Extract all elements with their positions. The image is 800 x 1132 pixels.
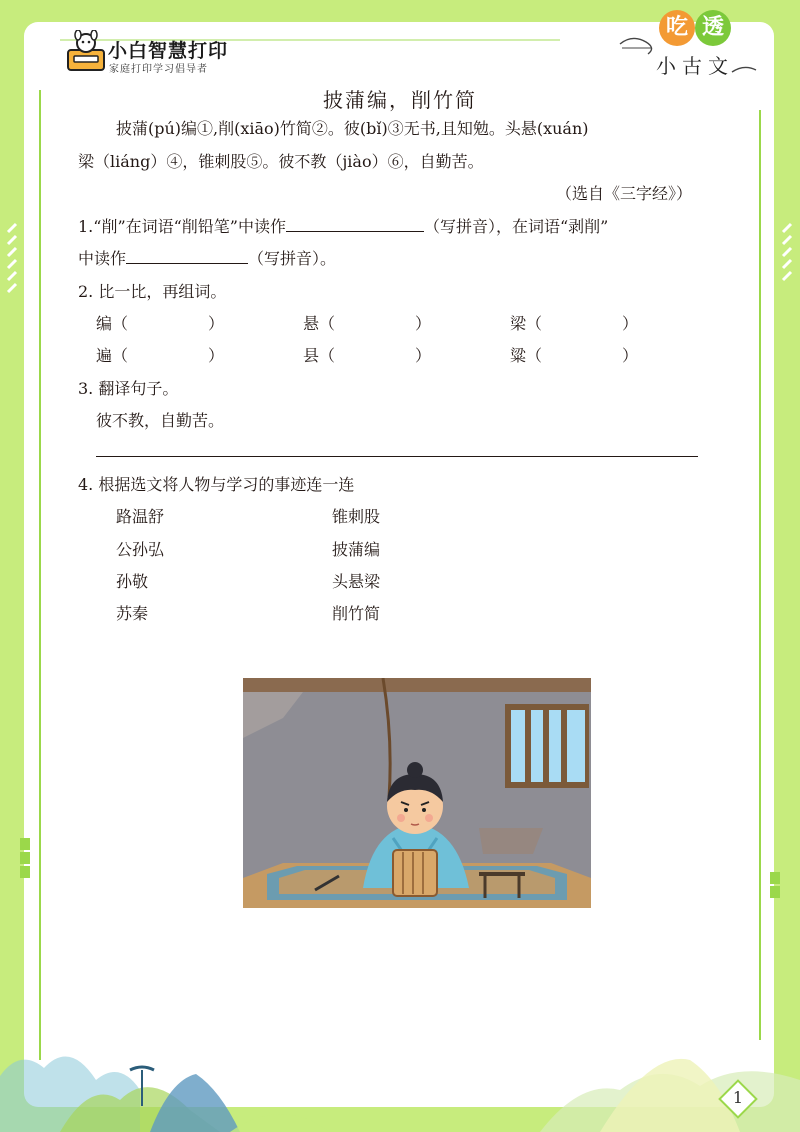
question-1-text-d: （写拼音）。 [248,249,337,268]
matching-person[interactable]: 孙敬 [116,572,149,591]
matching-person[interactable]: 公孙弘 [116,540,165,559]
question-1-text-c: 中读作 [78,249,127,268]
word-pair-item[interactable]: 梁（ ） [510,314,639,333]
word-pair-item[interactable]: 遍（ ） [96,346,225,365]
passage-line-2: 梁（liáng）④，锥刺股⑤。彼不教（jiào）⑥，自勤苦。 [78,152,484,171]
translation-answer-line[interactable] [96,456,698,457]
matching-deed[interactable]: 削竹简 [332,604,381,623]
word-pair-item[interactable]: 县（ ） [303,346,432,365]
question-1-text-a: 1.“削”在词语“削铅笔”中读作 [78,217,286,236]
series-subtitle: 小古文 [656,54,734,78]
brand-slogan: 家庭打印学习倡导者 [109,64,208,75]
word-pair-item[interactable]: 编（ ） [96,314,225,333]
question-3-sentence: 彼不教，自勤苦。 [96,411,225,430]
question-1-line-2 [78,246,336,269]
matching-deed[interactable]: 披蒲编 [332,540,381,559]
matching-person[interactable]: 路温舒 [116,507,165,526]
matching-person[interactable]: 苏秦 [116,604,149,623]
page-number: 1 [732,1088,744,1107]
question-1-line-1 [78,214,608,237]
series-title-char-2: 透 [695,10,731,46]
matching-deed[interactable]: 锥刺股 [332,507,381,526]
question-2-prompt: 2. 比一比，再组词。 [78,282,227,301]
question-1-text-b: （写拼音），在词语“剥削” [424,217,609,236]
page-title: 披蒲编，削竹简 [323,88,477,112]
brand-name: 小白智慧打印 [108,40,229,62]
question-3-prompt: 3. 翻译句子。 [78,379,179,398]
series-title-char-1: 吃 [659,10,695,46]
word-pair-item[interactable]: 粱（ ） [510,346,639,365]
passage-line-1: 披蒲(pú)编①,削(xiāo)竹简②。彼(bǐ)③无书,且知勉。头悬(xuán) [116,119,589,138]
matching-deed[interactable]: 头悬梁 [332,572,381,591]
question-4-prompt: 4. 根据选文将人物与学习的事迹连一连 [78,475,355,494]
story-illustration [243,678,591,908]
landscape-decoration [0,1020,800,1132]
word-pair-item[interactable]: 悬（ ） [303,314,432,333]
passage-source: （选自《三字经》） [556,184,693,203]
brand-logo-icon [66,30,106,72]
answer-blank-2[interactable] [126,247,248,264]
answer-blank-1[interactable] [286,215,424,232]
